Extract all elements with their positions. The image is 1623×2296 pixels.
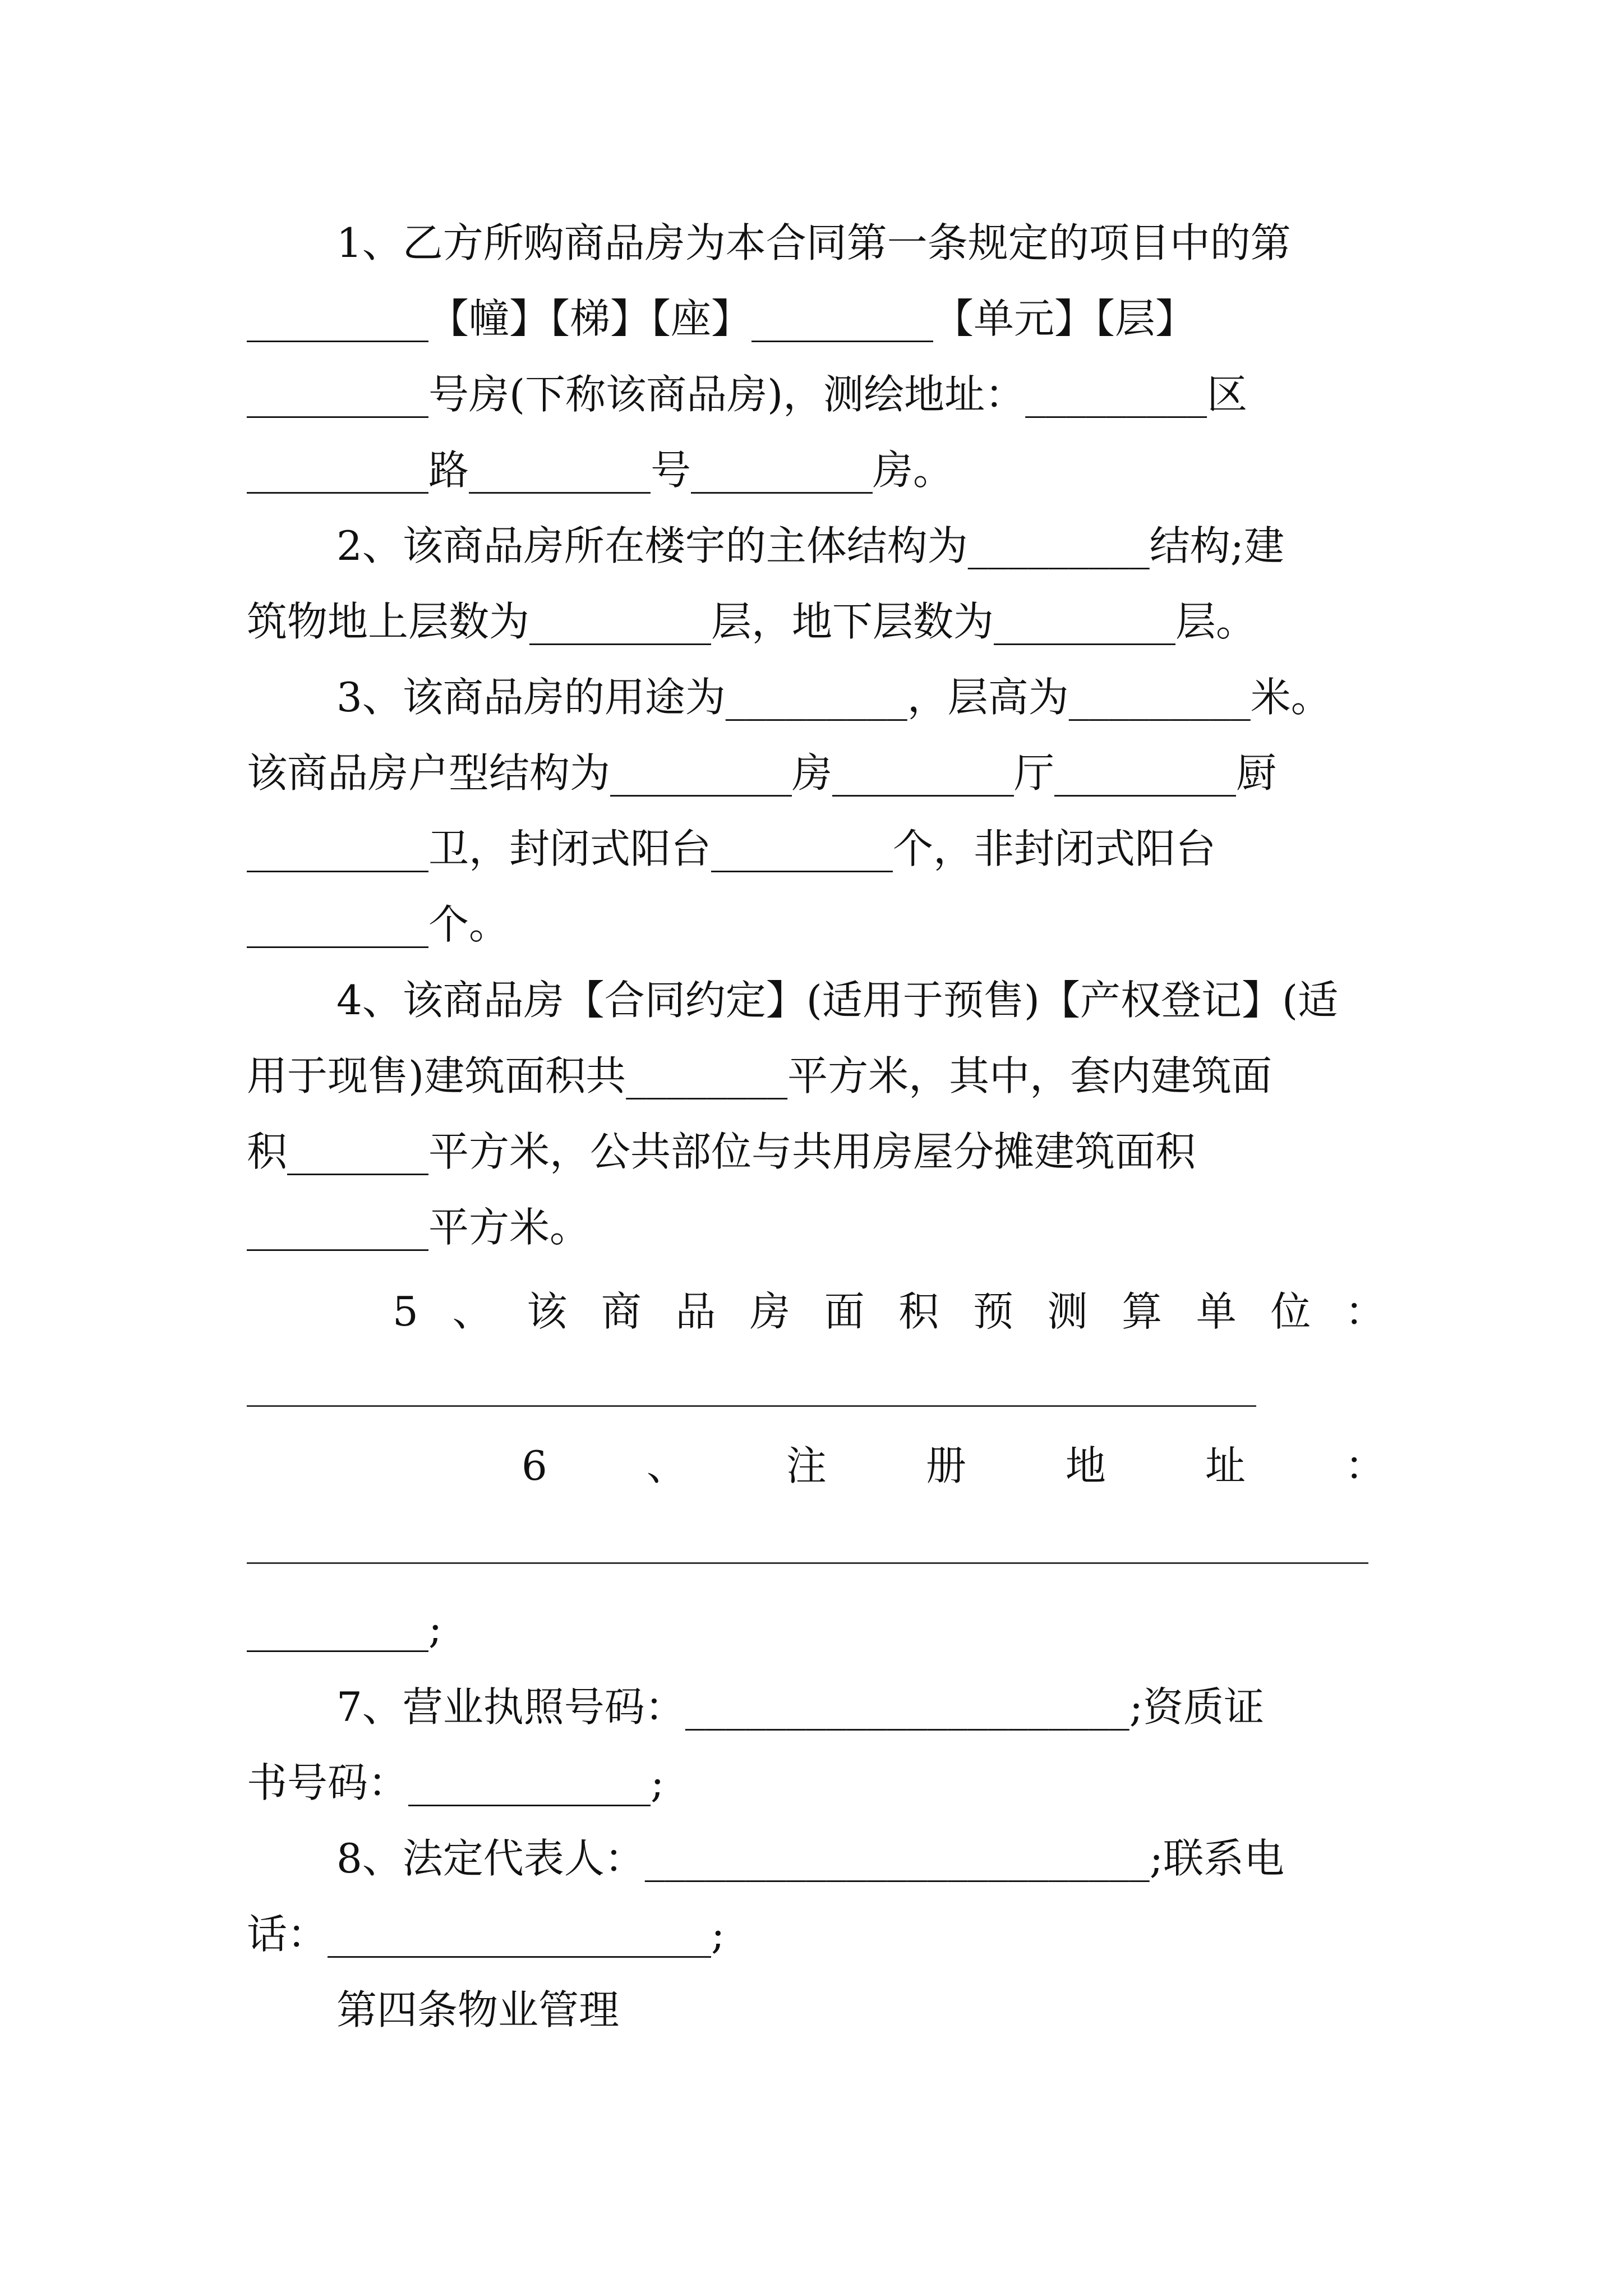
clause-4-line-3: 积_______平方米，公共部位与共用房屋分摊建筑面积	[247, 1128, 1196, 1175]
clause-6-blank-end: _________;	[247, 1605, 442, 1652]
clause-6-line: 6、注册地址：	[522, 1442, 1385, 1489]
clause-3-line-4: _________个。	[247, 901, 510, 948]
clause-3-line-3: _________卫，封闭式阳台_________个，非封闭式阳台	[247, 825, 1216, 872]
section-heading-property-management: 第四条物业管理	[336, 1986, 620, 2033]
clause-5-line: 5、该商品房面积预测算单位：	[393, 1288, 1385, 1335]
clause-2-line-1: 2、该商品房所在楼宇的主体结构为_________结构;建	[336, 522, 1285, 569]
clause-8-line-2: 话：___________________;	[247, 1911, 725, 1958]
clause-3-line-1: 3、该商品房的用途为_________，层高为_________米。	[336, 674, 1331, 721]
clause-7-line-1: 7、营业执照号码：______________________;资质证	[336, 1683, 1265, 1731]
clause-8-line-1: 8、法定代表人：_________________________;联系电	[336, 1835, 1285, 1882]
clause-7-line-2: 书号码：____________;	[247, 1759, 665, 1806]
clause-1-line-3: _________号房(下称该商品房)，测绘地址：_________区	[247, 371, 1248, 418]
clause-4-line-2: 用于现售)建筑面积共________平方米，其中，套内建筑面	[247, 1052, 1272, 1099]
clause-1-line-1: 1、乙方所购商品房为本合同第一条规定的项目中的第	[336, 219, 1291, 266]
clause-2-line-2: 筑物地上层数为_________层，地下层数为_________层。	[247, 598, 1257, 645]
clause-6-blank-rule	[247, 1562, 1368, 1564]
clause-1-line-2: _________【幢】【梯】【座】_________【单元】【层】	[247, 295, 1196, 342]
clause-4-line-4: _________平方米。	[247, 1204, 591, 1251]
clause-1-line-4: _________路_________号_________房。	[247, 447, 953, 494]
clause-3-line-2: 该商品房户型结构为_________房_________厅_________厨	[247, 749, 1277, 797]
clause-4-line-1: 4、该商品房【合同约定】(适用于预售)【产权登记】(适	[336, 977, 1339, 1024]
clause-5-blank-rule	[247, 1405, 1256, 1407]
